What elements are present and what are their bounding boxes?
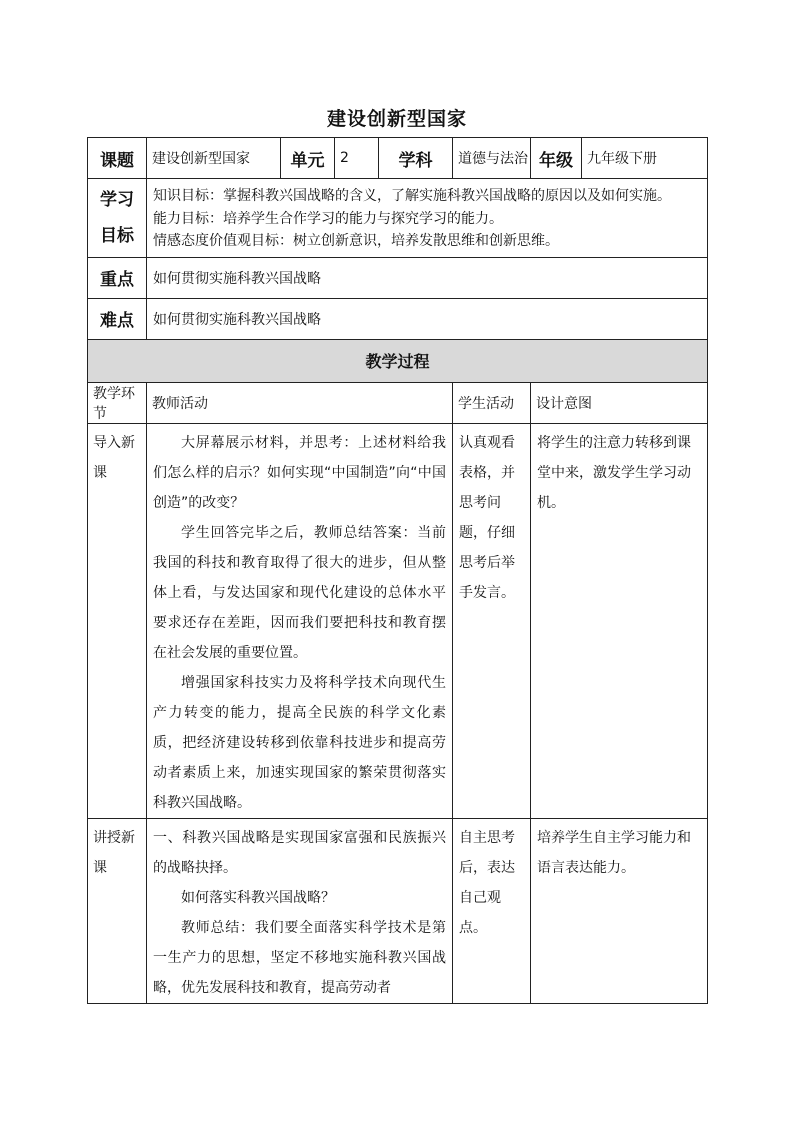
goals-row	[88, 179, 708, 258]
column-header-intent: 设计意图	[531, 382, 708, 423]
difficulty-label: 难点	[88, 298, 147, 339]
stage-cell: 导入新课	[88, 423, 147, 818]
key-point-label: 重点	[88, 257, 147, 298]
header-row	[88, 138, 708, 179]
unit-label: 单元	[281, 138, 335, 179]
key-point-row	[88, 257, 708, 298]
unit-value: 2	[335, 138, 379, 179]
goals-label	[88, 179, 147, 258]
goals-label-line1: 学习	[100, 189, 134, 210]
process-row-lecture	[88, 818, 708, 1003]
design-intent-cell: 将学生的注意力转移到课堂中来，激发学生学习动机。	[531, 423, 708, 818]
ability-goal: 能力目标：培养学生合作学习的能力与探究学习的能力。	[153, 210, 503, 227]
difficulty-value: 如何贯彻实施科教兴国战略	[147, 298, 708, 339]
emotion-goal: 情感态度价值观目标：树立创新意识，培养发散思维和创新思维。	[153, 233, 559, 249]
column-header-student: 学生活动	[453, 382, 531, 423]
process-row-intro	[88, 423, 708, 818]
knowledge-goal: 知识目标：掌握科教兴国战略的含义，了解实施科教兴国战略的原因以及如何实施。	[153, 188, 671, 204]
topic-label: 课题	[88, 138, 147, 179]
column-header-stage: 教学环节	[88, 382, 147, 423]
student-activity-cell: 认真观看表格，并思考问题，仔细思考后举手发言。	[453, 423, 531, 818]
teacher-paragraph: 一、科教兴国战略是实现国家富强和民族振兴的战略抉择。	[153, 829, 446, 876]
teacher-paragraph: 增强国家科技实力及将科学技术向现代生产力转变的能力，提高全民族的科学文化素质，把经济建设转移到依靠科技进步和提高劳动者素质上来，加速实现国家的繁荣贯彻落实科教兴国战略。	[153, 674, 446, 811]
process-column-headers	[88, 382, 708, 423]
subject-label: 学科	[379, 138, 453, 179]
subject-value: 道德与法治	[453, 138, 531, 179]
teacher-activity-cell	[147, 818, 453, 1003]
teacher-paragraph: 如何落实科教兴国战略？	[181, 889, 335, 906]
teacher-activity-cell	[147, 423, 453, 818]
difficulty-row	[88, 298, 708, 339]
design-intent-cell: 培养学生自主学习能力和语言表达能力。	[531, 818, 708, 1003]
page-title: 建设创新型国家	[326, 108, 467, 130]
teacher-paragraph: 大屏幕展示材料，并思考：上述材料给我们怎么样的启示？如何实现“中国制造”向“中国创造”的改变？	[153, 434, 446, 511]
student-activity-cell: 自主思考后，表达自己观点。	[453, 818, 531, 1003]
topic-value: 建设创新型国家	[147, 138, 281, 179]
goals-content	[147, 179, 708, 258]
column-header-teacher: 教师活动	[147, 382, 453, 423]
goals-label-line2: 目标	[100, 225, 134, 246]
teacher-paragraph: 学生回答完毕之后，教师总结答案：当前我国的科技和教育取得了很大的进步，但从整体上看，与发达国家和现代化建设的总体水平要求还存在差距，因而我们要把科技和教育摆在社会发展的重要位置。	[153, 524, 446, 661]
lesson-plan-table	[87, 137, 708, 1004]
grade-label: 年级	[531, 138, 582, 179]
process-title-row	[88, 339, 708, 382]
key-point-value: 如何贯彻实施科教兴国战略	[147, 257, 708, 298]
teacher-paragraph: 教师总结：我们要全面落实科学技术是第一生产力的思想，坚定不移地实施科教兴国战略，优先发展科技和教育，提高劳动者	[153, 919, 446, 996]
process-title: 教学过程	[88, 339, 708, 382]
stage-cell: 讲授新课	[88, 818, 147, 1003]
grade-value: 九年级下册	[582, 138, 708, 179]
